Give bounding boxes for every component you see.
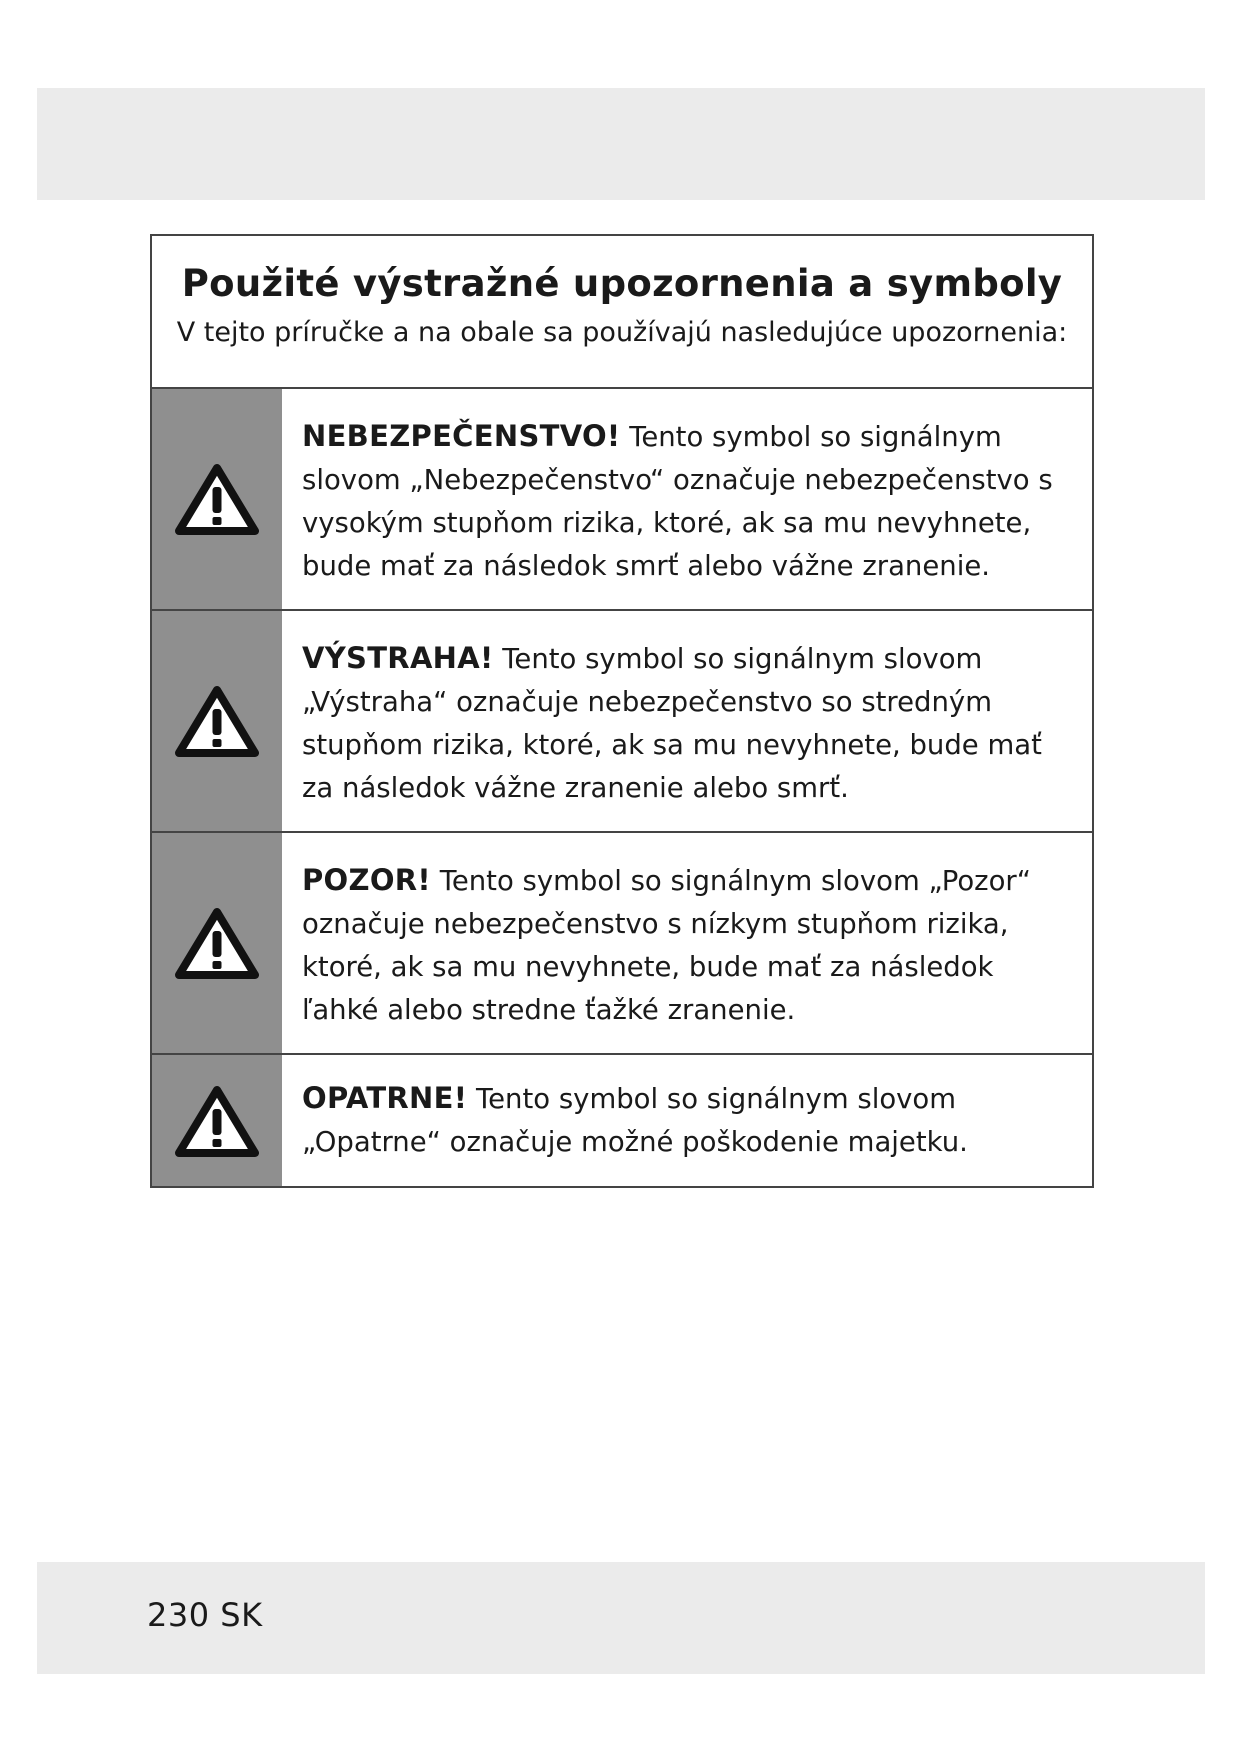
warning-triangle-icon	[175, 462, 259, 536]
warning-symbols-box	[150, 234, 1094, 1188]
box-header	[152, 236, 1092, 389]
box-subtitle: V tejto príručke a na obale sa používajú nasledujúce upozornenia:	[176, 317, 1068, 348]
warning-text	[282, 611, 1092, 831]
warning-description: Tento symbol so signálnym slovom „Nebezpečenstvo“ označuje nebezpečenstvo s vysokým stupňom rizika, ktoré, ak sa mu nevyhnete, bude mať za následok smrť alebo vážne zranenie.	[302, 421, 1053, 582]
warning-text	[282, 833, 1092, 1053]
warning-description: Tento symbol so signálnym slovom „Pozor“ označuje nebezpečenstvo s nízkym stupňom rizika, ktoré, ak sa mu nevyhnete, bude mať za následok ľahké alebo stredne ťažké zranenie.	[302, 865, 1031, 1026]
icon-cell	[152, 833, 282, 1053]
signal-word: OPATRNE!	[302, 1081, 468, 1115]
warning-triangle-icon	[175, 1084, 259, 1158]
warning-row-caution	[152, 833, 1092, 1055]
page-number: 230 SK	[147, 1596, 263, 1634]
warning-row-danger	[152, 389, 1092, 611]
top-header-band	[37, 88, 1205, 200]
warning-description: Tento symbol so signálnym slovom „Výstraha“ označuje nebezpečenstvo so stredným stupňom rizika, ktoré, ak sa mu nevyhnete, bude mať za následok vážne zranenie alebo smrť.	[302, 643, 1042, 804]
icon-cell	[152, 389, 282, 609]
warning-triangle-icon	[175, 684, 259, 758]
warning-row-warning	[152, 611, 1092, 833]
icon-cell	[152, 1055, 282, 1186]
box-title: Použité výstražné upozornenia a symboly	[181, 262, 1063, 305]
warning-row-notice	[152, 1055, 1092, 1186]
warning-text	[282, 389, 1092, 609]
warning-text	[282, 1055, 1092, 1186]
signal-word: POZOR!	[302, 863, 431, 897]
warning-triangle-icon	[175, 906, 259, 980]
warning-description: Tento symbol so signálnym slovom „Opatrne“ označuje možné poškodenie majetku.	[302, 1083, 968, 1158]
signal-word: NEBEZPEČENSTVO!	[302, 419, 621, 453]
signal-word: VÝSTRAHA!	[302, 641, 494, 675]
icon-cell	[152, 611, 282, 831]
